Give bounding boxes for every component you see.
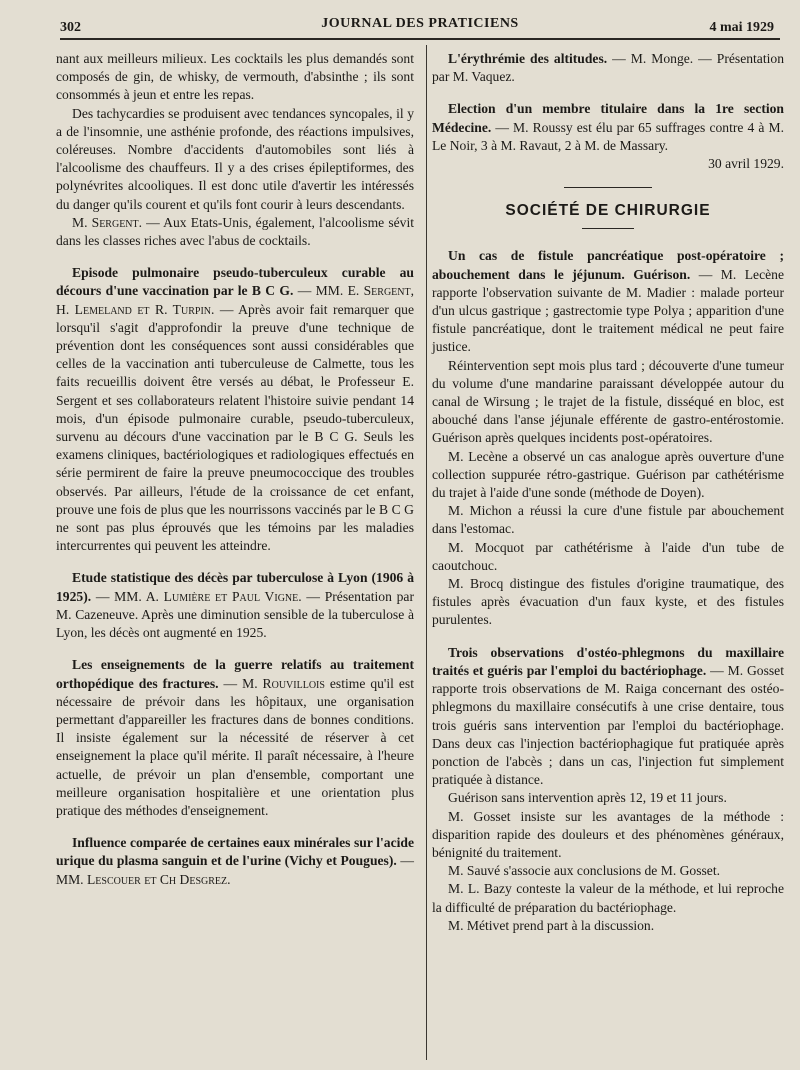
paragraph-lecene: M. Lecène a observé un cas analogue après ouverture d'une collection suppurée rétro-gastrique. Guérison par cathétérisme du trajet à l'aide d'une sonde (méthode de Doyen).: [432, 448, 784, 501]
journal-title: JOURNAL DES PRATICIENS: [321, 16, 519, 31]
paragraph-reintervention: Réintervention sept mois plus tard ; découverte d'une tumeur du volume d'une mandarine paraissant développée autour du canal de Wirsung ; le trajet de la fistule, disséqué en bloc, est abouché dans l'anse jéjunale efférente de gastro-entérostomie. Guérison après quelques incidents post-opératoires.: [432, 357, 784, 446]
article-text: estime qu'il est nécessaire de prévoir dans les hôpitaux, une organisation permettant d'appareiller les fractures dans de bonnes conditions. Il insiste également sur la nécessité de réserver à cet enseignement la place qu'il mérite. Il paraît nécessaire, à l'heure actuelle, de prévoir un plan d'ensemble, comportant une meilleure organisation hospitalière et une orientation plus pratique des méthodes d'enseignement.: [56, 675, 414, 818]
article-authors: — M. Rouvillois: [218, 675, 325, 691]
article-text: — M. Monge. — Présentation par M. Vaquez.: [432, 51, 784, 85]
issue-date: 4 mai 1929: [709, 20, 774, 35]
session-date: 30 avril 1929.: [708, 156, 784, 172]
paragraph-brocq: M. Brocq distingue des fistules d'origine traumatique, des fistules après évacuation d'un faux kyste, et des fistules purulentes.: [432, 576, 784, 628]
article-mineral-waters: [56, 834, 414, 889]
paragraph-mocquot: M. Mocquot par cathétérisme à l'aide d'un tube de caoutchouc.: [432, 539, 784, 573]
paragraph-text: — Aux Etats-Unis, également, l'alcoolisme sévit dans les classes riches avec l'abus de cocktails.: [56, 214, 414, 249]
article-authors: — MM. E. Sergent, H. Lemeland et R. Turpin.: [56, 283, 415, 317]
article-lyon-statistics: [56, 569, 414, 642]
paragraph-tachycardies: Des tachycardies se produisent avec tendances syncopales, il y a de l'insomnie, une asthénie profonde, des réactions impulsives, coléreuses. Nombre d'accidents d'automobiles sont liés à l'alcoolisme des chauffeurs. Il y a des crises épileptiformes, des polynévrites alcooliques. Il est donc utile d'avertir les intéressés du danger qu'ils courent et qu'ils font courir à leurs descendants.: [56, 105, 414, 212]
article-text: — Présentation par M. Cazeneuve. Après une diminution sensible de la tuberculose à Lyon, les décès ont augmenté en 1925.: [56, 588, 414, 641]
author-name: M. Sergent.: [72, 214, 143, 230]
article-bcg: [56, 264, 414, 555]
page-number: 302: [60, 20, 81, 35]
article-title: Influence comparée de certaines eaux minérales sur l'acide urique du plasma sanguin et de l'urine (Vichy et Pougues).: [56, 835, 414, 869]
article-title: Episode pulmonaire pseudo-tuberculeux curable au décours d'une vaccination par le B C G.: [56, 265, 414, 299]
article-title: Election d'un membre titulaire dans la 1re section Médecine.: [432, 101, 784, 135]
article-title: Un cas de fistule pancréatique post-opératoire ; abouchement dans le jéjunum. Guérison.: [432, 248, 784, 282]
paragraph-michon: M. Michon a réussi la cure d'une fistule par abouchement dans l'estomac.: [432, 503, 784, 537]
article-title: Les enseignements de la guerre relatifs au traitement orthopédique des fractures.: [56, 657, 414, 691]
article-text: — M. Gosset rapporte trois observations de M. Raiga concernant des ostéo-phlegmons du maxillaire consécutifs à une crise dentaire, tous trois guéris sans intervention par l'emploi du bactériophage. Dans deux cas l'injection bactériophagique fut pratiquée après ponction de l'abcès ; dans un cas, l'injection fut simplement pratiquée à distance.: [432, 662, 784, 788]
paragraph-gosset: M. Gosset insiste sur les avantages de la méthode : disparition rapide des douleurs et des phénomènes généraux, bénignité du traitement.: [432, 808, 784, 860]
article-osteo-phlegmons: [432, 644, 784, 790]
paragraph-metivet: M. Métivet prend part à la discussion.: [448, 917, 655, 933]
section-separator: [564, 187, 652, 188]
article-text: — M. Roussy est élu par 65 suffrages contre 4 à M. Le Noir, 3 à M. Ravaut, 2 à M. de Massary.: [432, 119, 784, 153]
article-title: L'érythrémie des altitudes.: [448, 51, 608, 66]
left-column: [56, 50, 414, 889]
article-authors: — MM. A. Lumière et Paul Vigne.: [91, 588, 302, 604]
paragraph-sauve: M. Sauvé s'associe aux conclusions de M. Gosset.: [448, 863, 721, 879]
article-erythremie: [432, 50, 784, 86]
right-column: [432, 50, 784, 935]
article-title: Etude statistique des décès par tuberculose à Lyon (1906 à 1925).: [56, 570, 414, 604]
paragraph-bazy: M. L. Bazy conteste la valeur de la méthode, et lui reproche la difficulté de préparation du bactériophage.: [432, 881, 784, 915]
column-divider: [426, 45, 427, 1060]
article-title: Trois observations d'ostéo-phlegmons du maxillaire traités et guéris par l'emploi du bactériophage.: [432, 644, 784, 678]
paragraph-sergent-remark: [56, 214, 414, 250]
article-fistule: [432, 247, 784, 356]
section-title-underline: [582, 228, 634, 229]
article-text: — Après avoir fait remarquer que lorsqu'il s'agit d'approfondir la preuve d'une technique de prévention dont les conséquences sont aussi considérables que celles de la vaccination anti tuberculeuse de Calmette, tous les faits recueillis doivent être versés au débat, le Professeur E. Sergent et ses collaborateurs relatent l'histoire suivie pendant 14 mois, d'un épisode pulmonaire curable, pseudo-tuberculeux, survenu au décours d'une vaccination par le B C G. Seuls les examens cliniques, bactériologiques et radiologiques effectués en série permirent de faire la preuve pneumococcique des troubles observés. Par ailleurs, l'étude de la croissance de cet enfant, prouve une fois de plus que les nourrissons vaccinés par le B C G ne sont pas plus éprouvés que les témoins par les maladies intercurrentes qui peuvent les atteindre.: [56, 301, 414, 554]
section-title: SOCIÉTÉ DE CHIRURGIE: [505, 202, 711, 220]
page-header: [60, 8, 780, 38]
article-text: — M. Lecène rapporte l'observation suivante de M. Madier : malade porteur d'un ulcus gastrique ; gastrectomie type Polya ; apparition d'une fistule pancréatique, dont le traitement médical ne peut faire justice.: [432, 266, 784, 355]
article-authors: — MM. Lescouer et Ch Desgrez.: [56, 853, 414, 887]
header-rule: [60, 38, 780, 40]
paragraph-guerison: Guérison sans intervention après 12, 19 et 11 jours.: [448, 790, 727, 806]
paragraph-cocktails: nant aux meilleurs milieux. Les cocktails les plus demandés sont composés de gin, de whisky, de vermouth, d'absinthe ; ils sont consommés à jeun et entre les repas.: [56, 51, 414, 103]
article-war-fractures: [56, 656, 414, 820]
article-election: [432, 100, 784, 155]
